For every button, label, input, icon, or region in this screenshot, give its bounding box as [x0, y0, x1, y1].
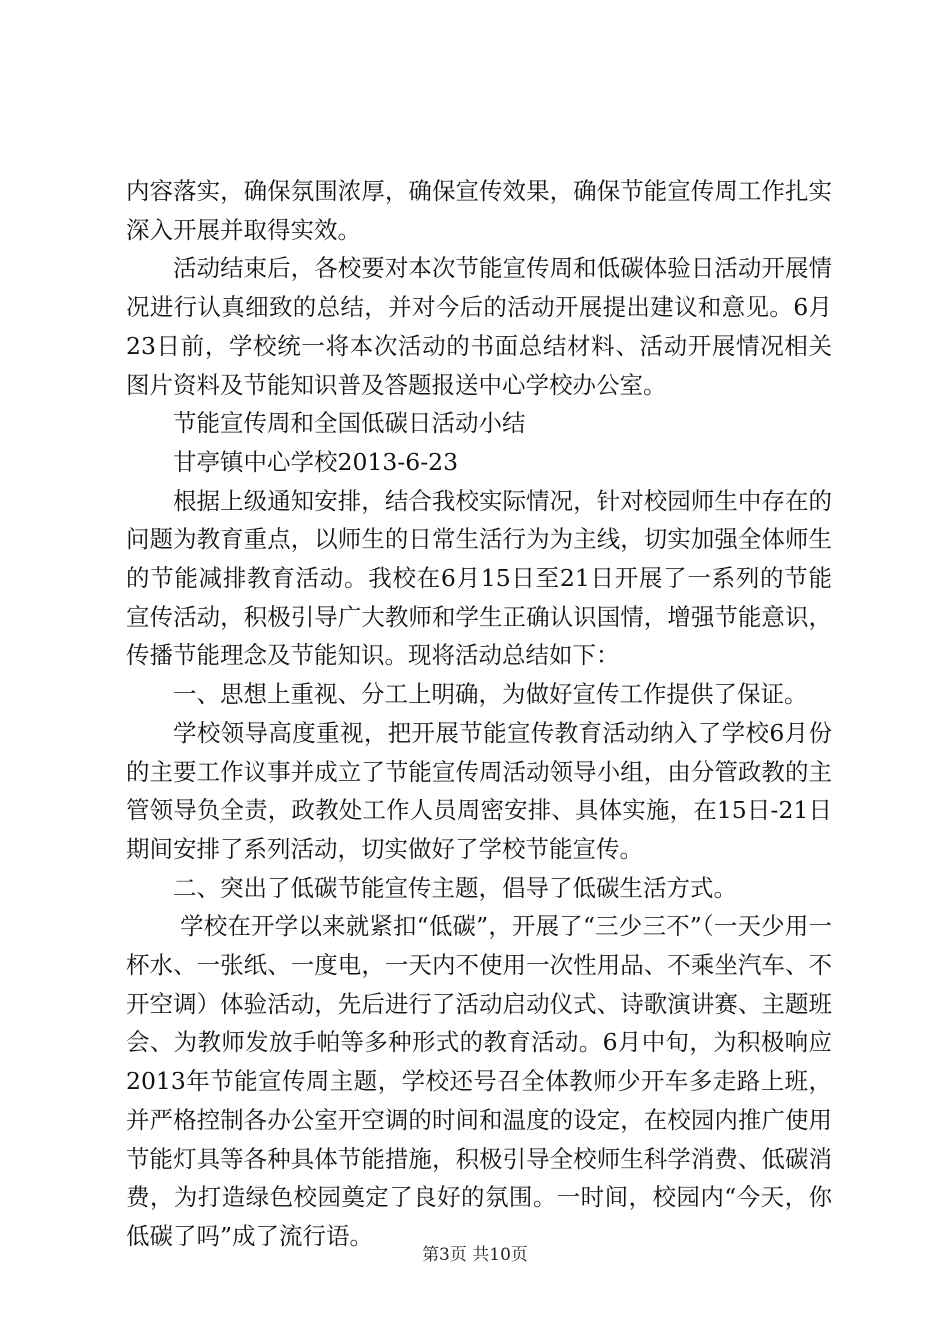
paragraph-summary-requirement: 活动结束后，各校要对本次节能宣传周和低碳体验日活动开展情况进行认真细致的总结，并对今后的活动开展提出建议和意见。6月23日前，学校统一将本次活动的书面总结材料、活动开展情况相关图片资料及节能知识普及答题报送中心学校办公室。 [126, 254, 832, 399]
section-heading-2: 二、突出了低碳节能宣传主题，倡导了低碳生活方式。 [173, 873, 737, 902]
document-body [126, 172, 832, 1256]
paragraph-section-2: 学校在开学以来就紧扣“低碳”，开展了“三少三不”（一天少用一杯水、一张纸、一度电，一天内不使用一次性用品、不乘坐汽车、不开空调）体验活动，先后进行了活动启动仪式、诗歌演讲赛、主题班会、为教师发放手帕等多种形式的教育活动。6月中旬，为积极响应2013年节能宣传周主题，学校还号召全体教师少开车多走路上班，并严格控制各办公室开空调的时间和温度的设定，在校园内推广使用节能灯具等各种具体节能措施，积极引导全校师生科学消费、低碳消费，为打造绿色校园奠定了良好的氛围。一时间，校园内“今天，你低碳了吗”成了流行语。 [126, 912, 832, 1250]
page-number-footer: 第3页 共10页 [422, 1245, 528, 1265]
report-title: 节能宣传周和全国低碳日活动小结 [173, 409, 526, 438]
paragraph-introduction: 根据上级通知安排，结合我校实际情况，针对校园师生中存在的问题为教育重点，以师生的日常生活行为为主线，切实加强全体师生的节能减排教育活动。我校在6月15日至21日开展了一系列的节能宣传活动，积极引导广大教师和学生正确认识国情，增强节能意识，传播节能理念及节能知识。现将活动总结如下： [126, 486, 832, 670]
paragraph-section-1: 学校领导高度重视，把开展节能宣传教育活动纳入了学校6月份的主要工作议事并成立了节能宣传周活动领导小组，由分管政教的主管领导负全责，政教处工作人员周密安排、具体实施，在15日-21日期间安排了系列活动，切实做好了学校节能宣传。 [126, 718, 832, 863]
paragraph-continuation: 内容落实，确保氛围浓厚，确保宣传效果，确保节能宣传周工作扎实深入开展并取得实效。 [126, 177, 832, 244]
section-heading-1: 一、思想上重视、分工上明确，为做好宣传工作提供了保证。 [173, 680, 808, 709]
report-author-date: 甘亭镇中心学校2013-6-23 [173, 447, 459, 476]
